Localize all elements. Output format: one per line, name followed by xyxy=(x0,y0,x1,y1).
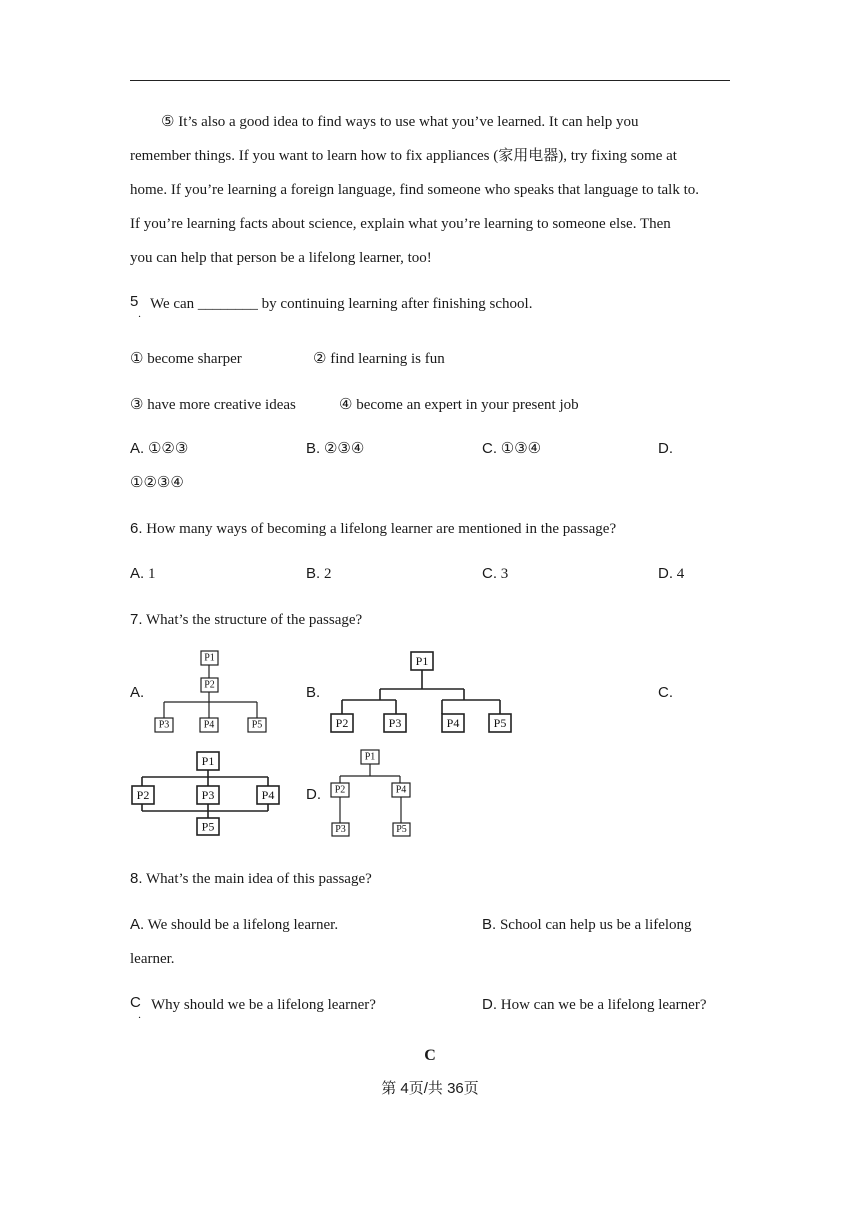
q5-option-a[interactable] xyxy=(130,440,188,458)
q7-tree-b xyxy=(326,648,516,736)
q8-option-b-label: B. xyxy=(482,916,497,933)
q5-item-3: ③ have more creative ideas xyxy=(130,397,296,413)
q7-option-a-label[interactable]: A. xyxy=(130,684,145,701)
tree-d-p2: P2 xyxy=(334,784,346,796)
q7-option-d-label[interactable]: D. xyxy=(306,786,321,803)
q5-number-dot: ． xyxy=(138,309,148,320)
q6-option-c-text: 3 xyxy=(500,566,509,582)
tree-c-p5: P5 xyxy=(201,819,215,834)
q5-item-2: ② find learning is fun xyxy=(313,351,445,367)
q8-option-d-label: D. xyxy=(482,996,497,1013)
passage-line-1: ⑤ It’s also a good idea to find ways to use what you’ve learned. It can help you xyxy=(161,114,639,130)
q7-option-b-label[interactable]: B. xyxy=(306,684,321,701)
q6-stem-line xyxy=(130,520,616,538)
q8-option-c-dot: ． xyxy=(138,1010,148,1021)
tree-a-p4: P4 xyxy=(203,719,215,731)
tree-b-p4: P4 xyxy=(446,716,460,730)
q5-number: 5 xyxy=(130,293,139,310)
q5-option-d-text[interactable]: ①②③④ xyxy=(130,475,184,491)
tree-a-p2: P2 xyxy=(204,679,215,691)
q7-number: 7. xyxy=(130,611,143,628)
tree-a-p1: P1 xyxy=(204,652,215,664)
q8-option-b-cont[interactable]: learner. xyxy=(130,951,175,967)
q6-option-b[interactable] xyxy=(306,565,331,583)
section-heading: C xyxy=(424,1047,436,1064)
passage-line-5: you can help that person be a lifelong learner, too! xyxy=(130,250,432,266)
q5-item-4: ④ become an expert in your present job xyxy=(339,397,579,413)
q6-option-a-text: 1 xyxy=(147,566,156,582)
q6-number: 6. xyxy=(130,520,143,537)
q5-option-a-text: ①②③ xyxy=(147,441,189,457)
q8-stem-line xyxy=(130,870,372,888)
tree-b-p3: P3 xyxy=(388,716,402,730)
q8-option-b-text: School can help us be a lifelong xyxy=(499,917,692,933)
passage-line-2: remember things. If you want to learn how to fix appliances (家用电器), try fixing some at xyxy=(130,148,677,164)
q8-option-a[interactable] xyxy=(130,916,338,934)
q8-number: 8. xyxy=(130,870,143,887)
q5-option-b-text: ②③④ xyxy=(323,441,365,457)
q8-option-d[interactable] xyxy=(482,996,706,1014)
q5-stem: We can ________ by continuing learning after finishing school. xyxy=(150,296,533,312)
q6-option-a-label: A. xyxy=(130,565,145,582)
q5-option-b-label: B. xyxy=(306,440,321,457)
tree-c-p3: P3 xyxy=(201,788,215,802)
tree-d-p1: P1 xyxy=(364,751,376,763)
tree-c-p4: P4 xyxy=(261,788,275,802)
q8-option-c-label[interactable]: C xyxy=(130,994,141,1011)
passage-line-4: If you’re learning facts about science, explain what you’re learning to someone else. Then xyxy=(130,216,671,232)
q6-option-d[interactable] xyxy=(658,565,684,583)
page-footer: 第 4页/共 36页 xyxy=(381,1080,479,1097)
q6-stem: How many ways of becoming a lifelong learner are mentioned in the passage? xyxy=(146,521,617,537)
q8-option-a-label: A. xyxy=(130,916,145,933)
q7-tree-a xyxy=(150,648,272,736)
q6-option-b-text: 2 xyxy=(323,566,332,582)
q6-option-c-label: C. xyxy=(482,565,497,582)
q8-option-d-text: How can we be a lifelong learner? xyxy=(500,997,707,1013)
q5-item-1: ① become sharper xyxy=(130,351,242,367)
tree-b-p5: P5 xyxy=(493,716,507,730)
q7-tree-d xyxy=(326,748,416,838)
q5-option-d-label[interactable]: D. xyxy=(658,440,673,457)
tree-b-p2: P2 xyxy=(335,716,349,730)
q5-option-c[interactable] xyxy=(482,440,541,458)
q5-option-a-label: A. xyxy=(130,440,145,457)
q8-option-b[interactable] xyxy=(482,916,692,934)
q7-option-c-label[interactable]: C. xyxy=(658,684,673,701)
tree-c-p1: P1 xyxy=(201,754,215,768)
tree-c-p2: P2 xyxy=(136,788,150,802)
q8-option-a-text: We should be a lifelong learner. xyxy=(147,917,339,933)
q7-tree-c xyxy=(128,748,288,838)
tree-d-p4: P4 xyxy=(395,784,407,796)
q5-option-c-label: C. xyxy=(482,440,497,457)
q5-option-c-text: ①③④ xyxy=(500,441,542,457)
q6-option-a[interactable] xyxy=(130,565,155,583)
q8-option-c-text[interactable]: Why should we be a lifelong learner? xyxy=(151,997,376,1013)
q6-option-d-text: 4 xyxy=(676,566,685,582)
q6-option-c[interactable] xyxy=(482,565,508,583)
q5-option-b[interactable] xyxy=(306,440,364,458)
q8-stem: What’s the main idea of this passage? xyxy=(146,871,372,887)
tree-d-p3: P3 xyxy=(335,824,346,835)
tree-a-p5: P5 xyxy=(251,719,263,731)
tree-b-p1: P1 xyxy=(415,654,429,668)
passage-line-3: home. If you’re learning a foreign language, find someone who speaks that language to talk to. xyxy=(130,182,699,198)
q7-stem: What’s the structure of the passage? xyxy=(146,612,363,628)
tree-d-p5: P5 xyxy=(396,824,407,835)
tree-a-p3: P3 xyxy=(158,719,170,731)
header-rule xyxy=(130,80,730,81)
q6-option-b-label: B. xyxy=(306,565,321,582)
q7-stem-line xyxy=(130,611,362,629)
q6-option-d-label: D. xyxy=(658,565,673,582)
